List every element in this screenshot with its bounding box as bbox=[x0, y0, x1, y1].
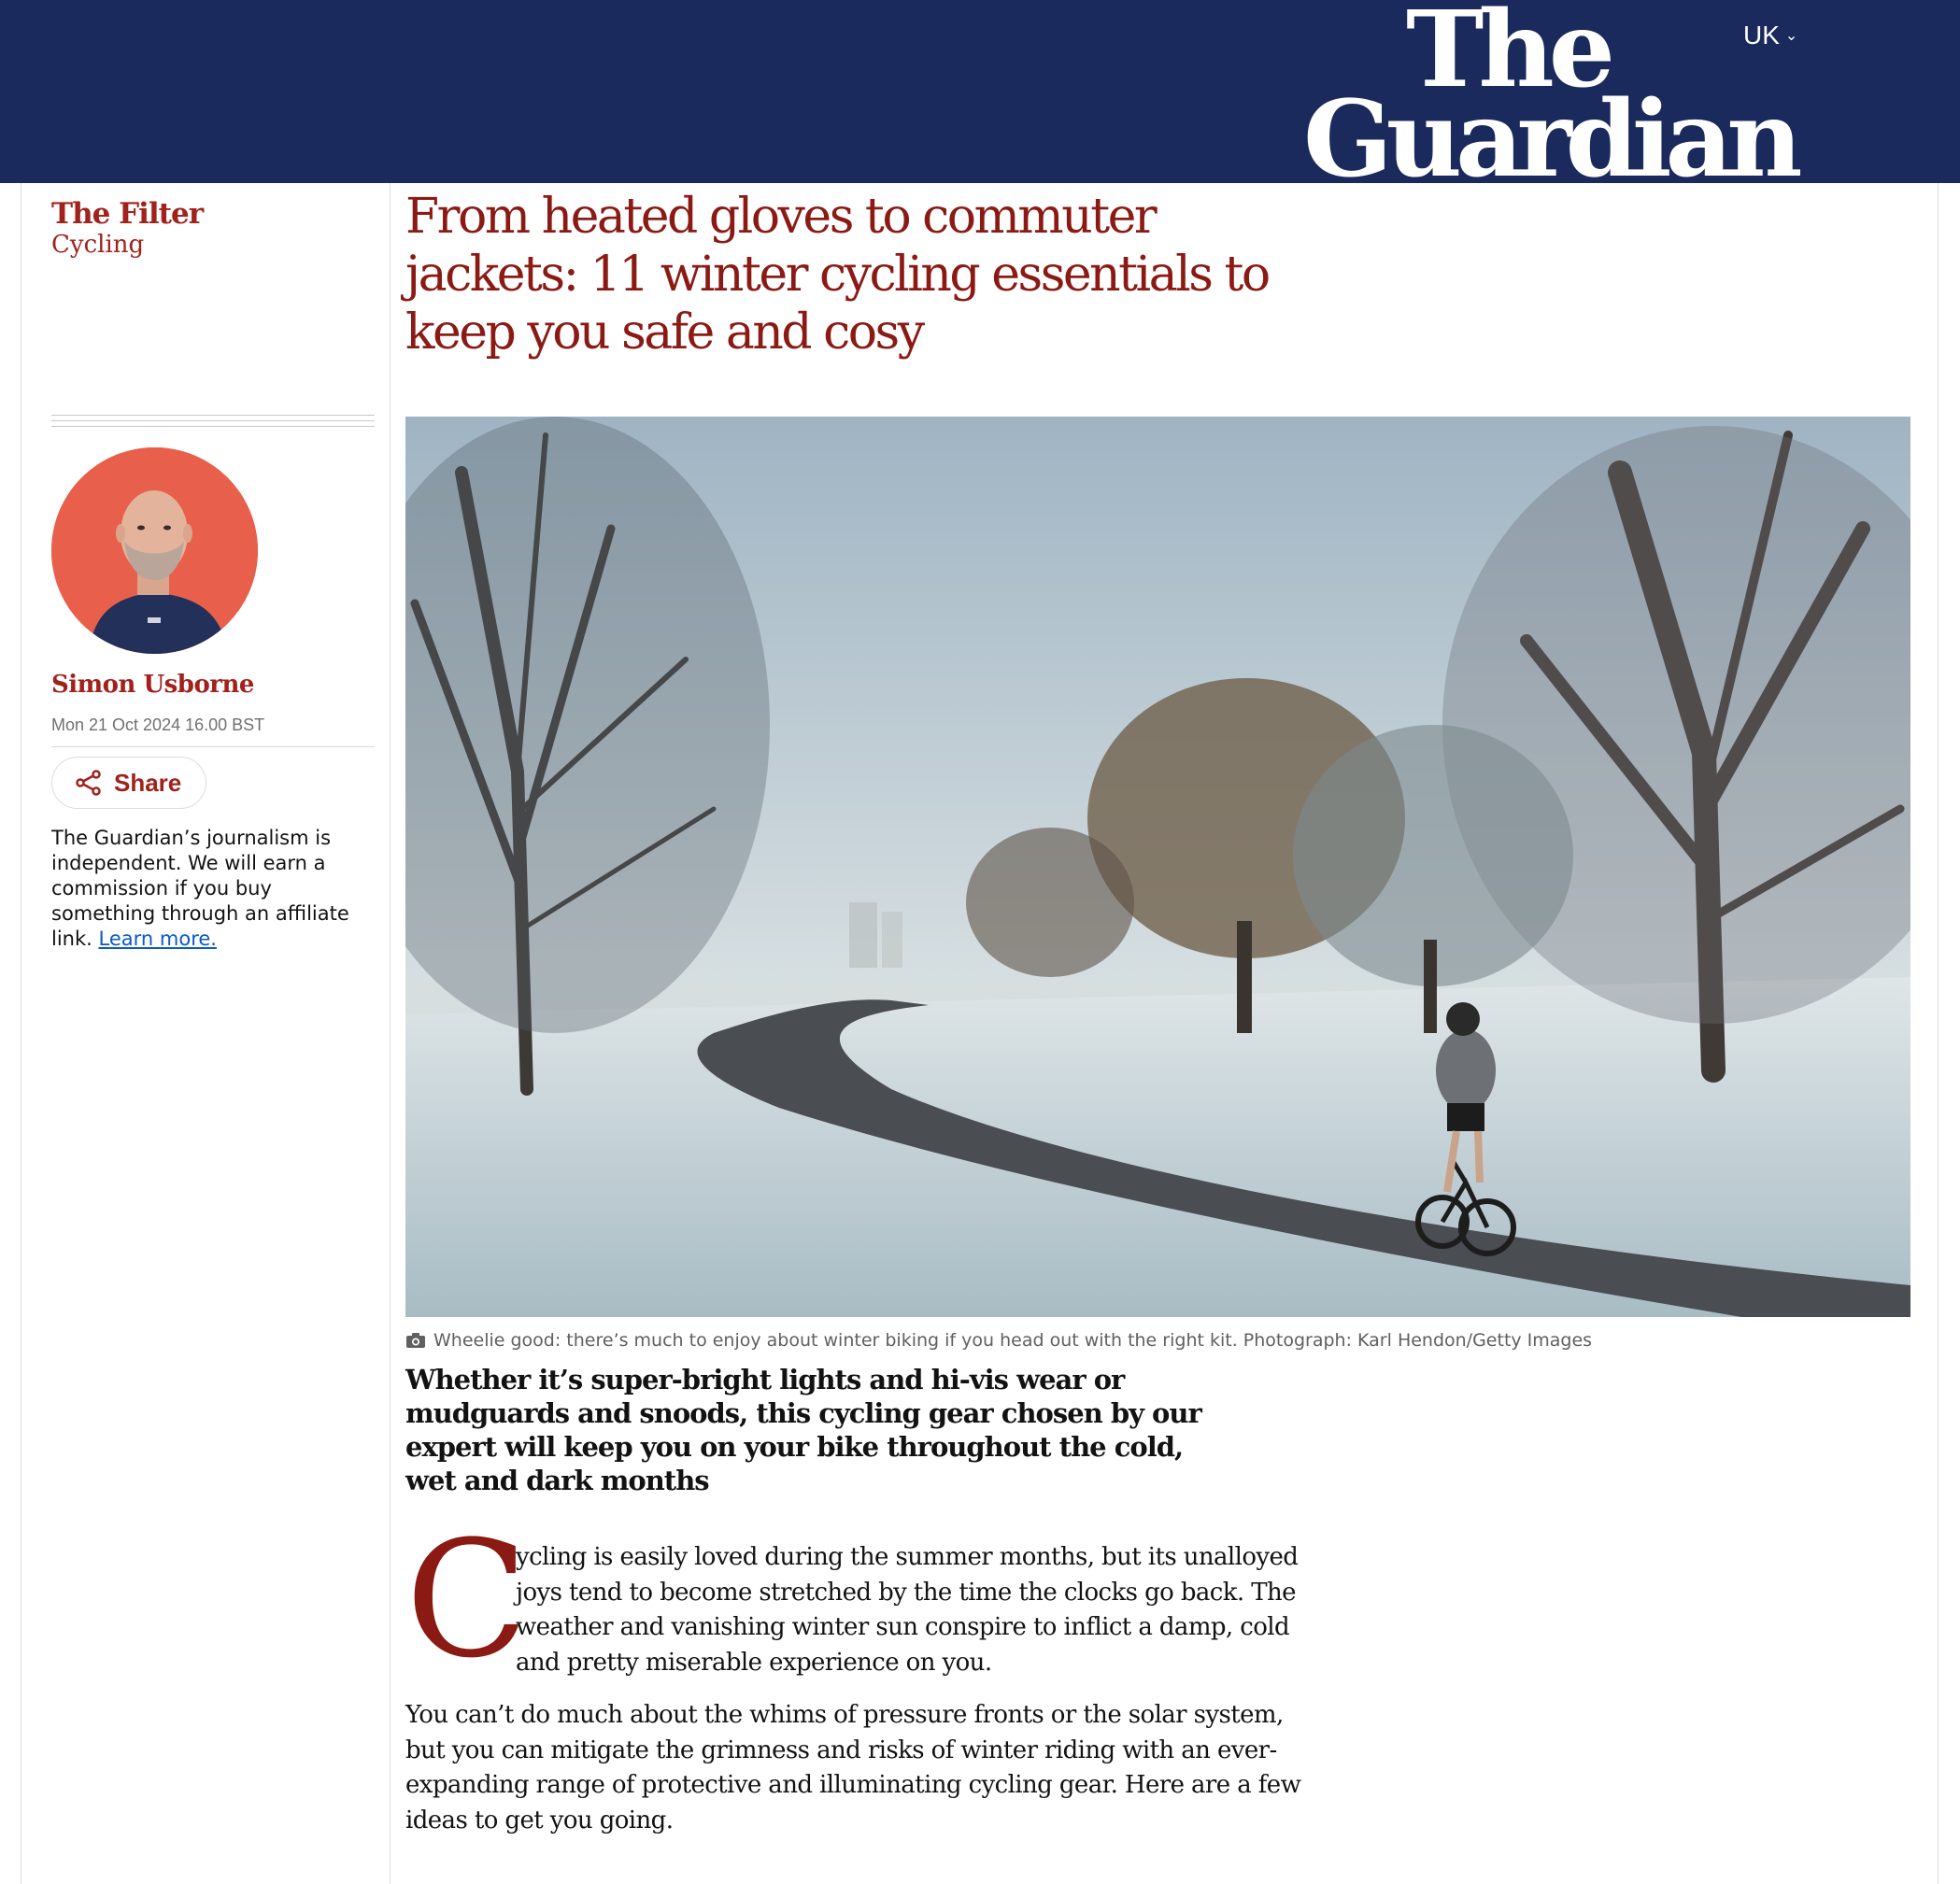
guardian-logo[interactable] bbox=[1303, 0, 1808, 202]
section-link[interactable]: The Filter bbox=[51, 197, 204, 231]
caption-text: Wheelie good: there’s much to enjoy about winter biking if you head out with the right kit. Photograph: Karl Hendon/Getty Images bbox=[433, 1330, 1593, 1351]
camera-icon bbox=[405, 1332, 426, 1349]
hero-image[interactable] bbox=[405, 417, 1910, 1317]
share-label: Share bbox=[114, 768, 182, 797]
grid-line-meta bbox=[390, 183, 391, 1884]
series-link[interactable]: Cycling bbox=[51, 231, 145, 259]
drop-cap: C bbox=[405, 1506, 529, 1693]
hero-illustration bbox=[405, 417, 1910, 1317]
body-paragraph-1: ycling is easily loved during the summer months, but its unalloyed joys tend to become stretched by the time the clocks go back. The weather and vanishing winter sun conspire to inflict a damp, cold and pretty miserable experience on you. bbox=[516, 1543, 1299, 1677]
chevron-down-icon: ⌄ bbox=[1784, 28, 1798, 44]
publish-date: Mon 21 Oct 2024 16.00 BST bbox=[51, 715, 265, 734]
edition-label: UK bbox=[1743, 21, 1780, 50]
meta-rules bbox=[51, 415, 375, 432]
body-paragraph-2: You can’t do much about the whims of pressure fronts or the solar system, but you can mitigate the grimness and risks of winter riding with an ever-expanding range of protective and illuminating cycling gear. Here are a few ideas to get you going. bbox=[405, 1701, 1301, 1834]
share-icon bbox=[75, 769, 103, 797]
author-avatar[interactable] bbox=[51, 447, 258, 654]
article-headline: From heated gloves to commuter jackets: 11 winter cycling essentials to keep you safe and cosy bbox=[405, 189, 1269, 361]
masthead bbox=[0, 0, 1960, 202]
learn-more-link[interactable]: Learn more. bbox=[98, 928, 217, 950]
logo-line-guardian: Guardian bbox=[1303, 78, 1797, 202]
share-button[interactable] bbox=[51, 757, 206, 809]
meta-divider bbox=[51, 746, 375, 747]
logo-line-the: The bbox=[1406, 0, 1611, 111]
standfirst: Whether it’s super-bright lights and hi-vis wear or mudguards and snoods, this cycling gear chosen by our expert will keep you on your bike throughout the cold, wet and dark months bbox=[405, 1364, 1201, 1496]
author-portrait bbox=[51, 447, 258, 654]
affiliate-disclaimer bbox=[51, 826, 369, 952]
author-name[interactable]: Simon Usborne bbox=[51, 671, 254, 699]
grid-line-right bbox=[1938, 183, 1939, 1884]
image-caption bbox=[405, 1330, 1910, 1351]
affiliate-text: The Guardian’s journalism is independent. We will earn a commission if you buy something through an affiliate link. bbox=[51, 827, 349, 950]
